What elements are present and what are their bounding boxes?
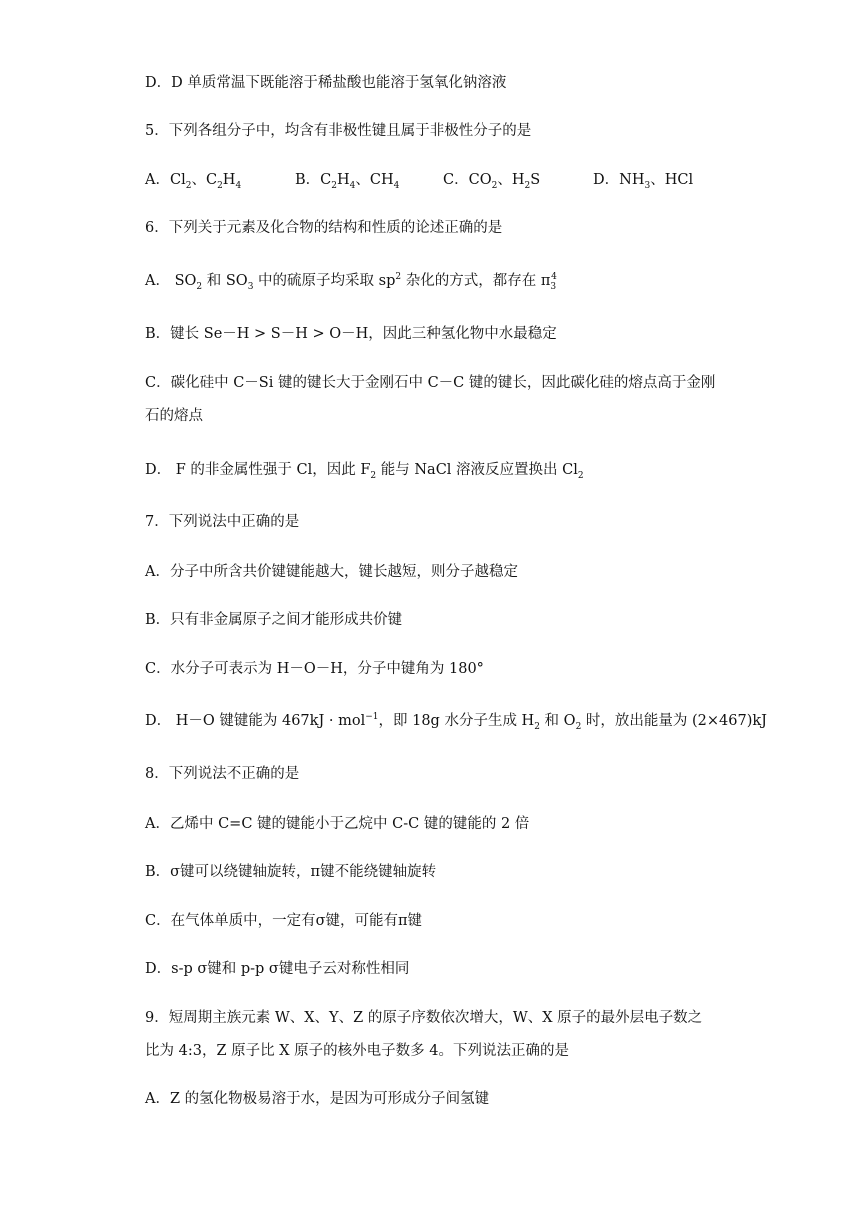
option-label: B．	[295, 172, 321, 188]
question-6-option-b: B．键长 Se－H > S－H > O－H，因此三种氢化物中水最稳定	[145, 326, 557, 342]
subscript: 2	[370, 470, 377, 481]
option-text: 杂化的方式，都存在 π	[401, 273, 551, 289]
question-9-stem-line1: 9．短周期主族元素 W、X、Y、Z 的原子序数依次增大，W、X 原子的最外层电子数之	[145, 1010, 703, 1026]
subscript: 2	[491, 180, 498, 191]
subscript: 3	[247, 281, 254, 292]
option-c	[443, 170, 593, 190]
option-text: 中的硫原子均采取 sp	[253, 273, 396, 289]
question-7-option-a: A．分子中所含共价键键能越大，键长越短，则分子越稳定	[145, 564, 518, 580]
option-text: C	[320, 172, 332, 188]
subscript: 3	[644, 180, 651, 191]
option-text: CO	[468, 172, 492, 188]
option-label: C．	[443, 172, 469, 188]
subscript: 4	[349, 180, 356, 191]
option-text: D． H－O 键键能为 467kJ · mol	[145, 713, 366, 729]
option-text: H	[337, 172, 350, 188]
subscript: 3	[550, 281, 557, 292]
option-a	[145, 170, 295, 190]
subscript: 2	[575, 721, 582, 732]
option-text: 和 SO	[202, 273, 248, 289]
option-text: Cl	[169, 172, 186, 188]
option-text: S	[530, 172, 541, 188]
subscript: 2	[196, 281, 203, 292]
subscript: 4	[393, 180, 400, 191]
option-prev-d: D．D 单质常温下既能溶于稀盐酸也能溶于氢氧化钠溶液	[145, 75, 507, 91]
question-6-option-a	[145, 271, 557, 291]
option-text: NH	[619, 172, 645, 188]
option-text: 、CH	[355, 172, 394, 188]
question-6-stem: 6．下列关于元素及化合物的结构和性质的论述正确的是	[145, 220, 503, 236]
option-text: 、C	[191, 172, 218, 188]
option-b	[295, 170, 443, 190]
option-text: A． SO	[145, 273, 197, 289]
question-6-option-c: C．碳化硅中 C－Si 键的键长大于金刚石中 C－C 键的键长，因此碳化硅的熔点高于金刚	[145, 375, 716, 391]
question-6-option-d	[145, 460, 584, 480]
subscript: 4	[235, 180, 242, 191]
option-text: 、HCl	[650, 172, 694, 188]
option-text: D． F 的非金属性强于 Cl，因此 F	[145, 462, 371, 478]
question-7-option-d	[145, 711, 767, 731]
subscript: 2	[534, 721, 540, 732]
question-5-stem: 5．下列各组分子中，均含有非极性键且属于非极性分子的是	[145, 123, 532, 139]
superscript: −1	[365, 712, 379, 723]
question-8-stem: 8．下列说法不正确的是	[145, 766, 300, 782]
question-5-options	[145, 170, 693, 190]
question-8-option-c: C．在气体单质中，一定有σ键，可能有π键	[145, 913, 423, 929]
question-9-option-a: A．Z 的氢化物极易溶于水，是因为可形成分子间氢键	[145, 1091, 490, 1107]
question-6-option-c-cont: 石的熔点	[145, 408, 203, 424]
option-text: H	[222, 172, 236, 188]
superscript: 2	[395, 272, 402, 283]
question-7-stem: 7．下列说法中正确的是	[145, 514, 300, 530]
option-text: 能与 NaCl 溶液反应置换出 Cl	[376, 462, 578, 478]
option-label: A．	[145, 172, 170, 188]
question-8-option-b: B．σ键可以绕键轴旋转，π键不能绕键轴旋转	[145, 864, 437, 880]
question-7-option-b: B．只有非金属原子之间才能形成共价键	[145, 612, 403, 628]
subscript: 2	[524, 180, 531, 191]
subscript: 2	[185, 180, 192, 191]
subscript: 2	[577, 470, 584, 481]
option-text: 和 O	[539, 713, 576, 729]
option-text: 时，放出能量为 (2×467)kJ	[581, 713, 767, 729]
subscript: 2	[331, 180, 337, 191]
option-text: ，即 18g 水分子生成 H	[378, 713, 535, 729]
question-8-option-d: D．s-p σ键和 p-p σ键电子云对称性相同	[145, 961, 410, 977]
question-8-option-a: A．乙烯中 C=C 键的键能小于乙烷中 C-C 键的键能的 2 倍	[145, 816, 530, 832]
subscript: 2	[217, 180, 223, 191]
option-d	[593, 170, 693, 190]
option-text: 、H	[497, 172, 525, 188]
option-label: D．	[593, 172, 620, 188]
superscript: 4	[551, 272, 557, 283]
question-9-stem-line2: 比为 4:3，Z 原子比 X 原子的核外电子数多 4。下列说法正确的是	[145, 1043, 570, 1059]
question-7-option-c: C．水分子可表示为 H－O－H，分子中键角为 180°	[145, 661, 484, 677]
